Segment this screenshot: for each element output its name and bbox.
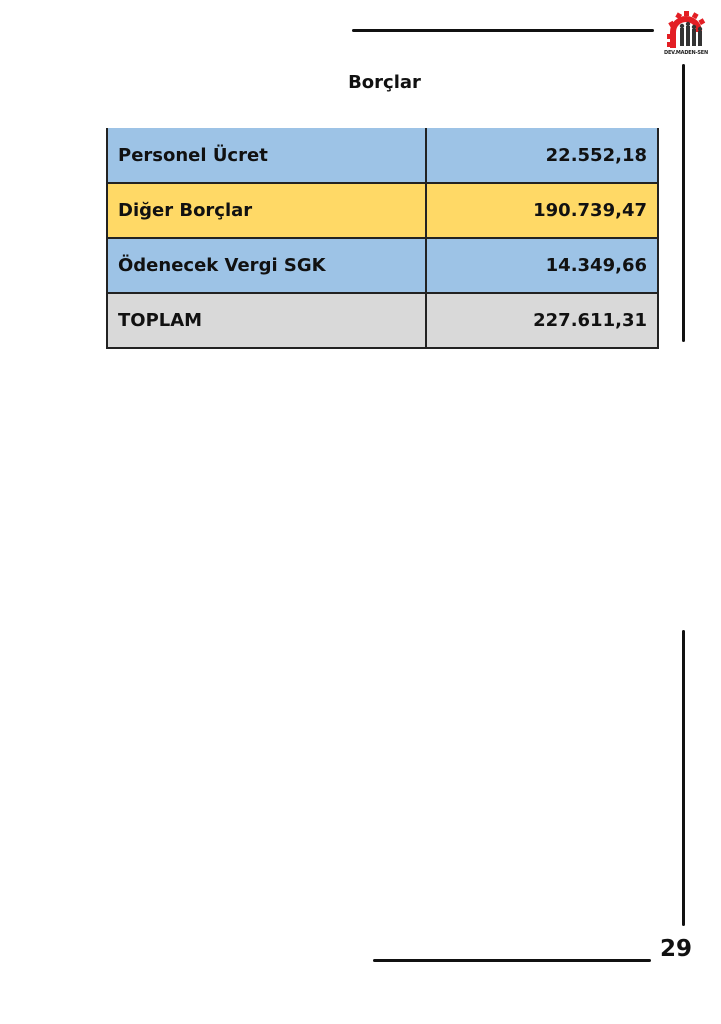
row-label: Ödenecek Vergi SGK [107,238,426,293]
page-title: Borçlar [348,72,421,93]
page-number: 29 [660,936,693,962]
row-value: 14.349,66 [426,238,658,293]
top-decorative-rule [352,29,654,32]
row-label: TOPLAM [107,293,426,348]
right-decorative-rule-bottom [682,630,685,926]
row-value: 22.552,18 [426,128,658,183]
right-decorative-rule-top [682,64,685,342]
table-row-odenecek-vergi-sgk [107,238,658,293]
row-label: Personel Ücret [107,128,426,183]
row-value: 190.739,47 [426,183,658,238]
row-label: Diğer Borçlar [107,183,426,238]
logo-text: DEV.MADEN-SEN [664,50,708,56]
bottom-decorative-rule [373,959,651,962]
table-row-personel-ucret [107,128,658,183]
table-row-toplam [107,293,658,348]
gear-logo-icon [664,8,708,50]
table-row-diger-borclar [107,183,658,238]
row-value: 227.611,31 [426,293,658,348]
debts-table [106,128,659,349]
dev-maden-sen-logo [664,8,708,58]
